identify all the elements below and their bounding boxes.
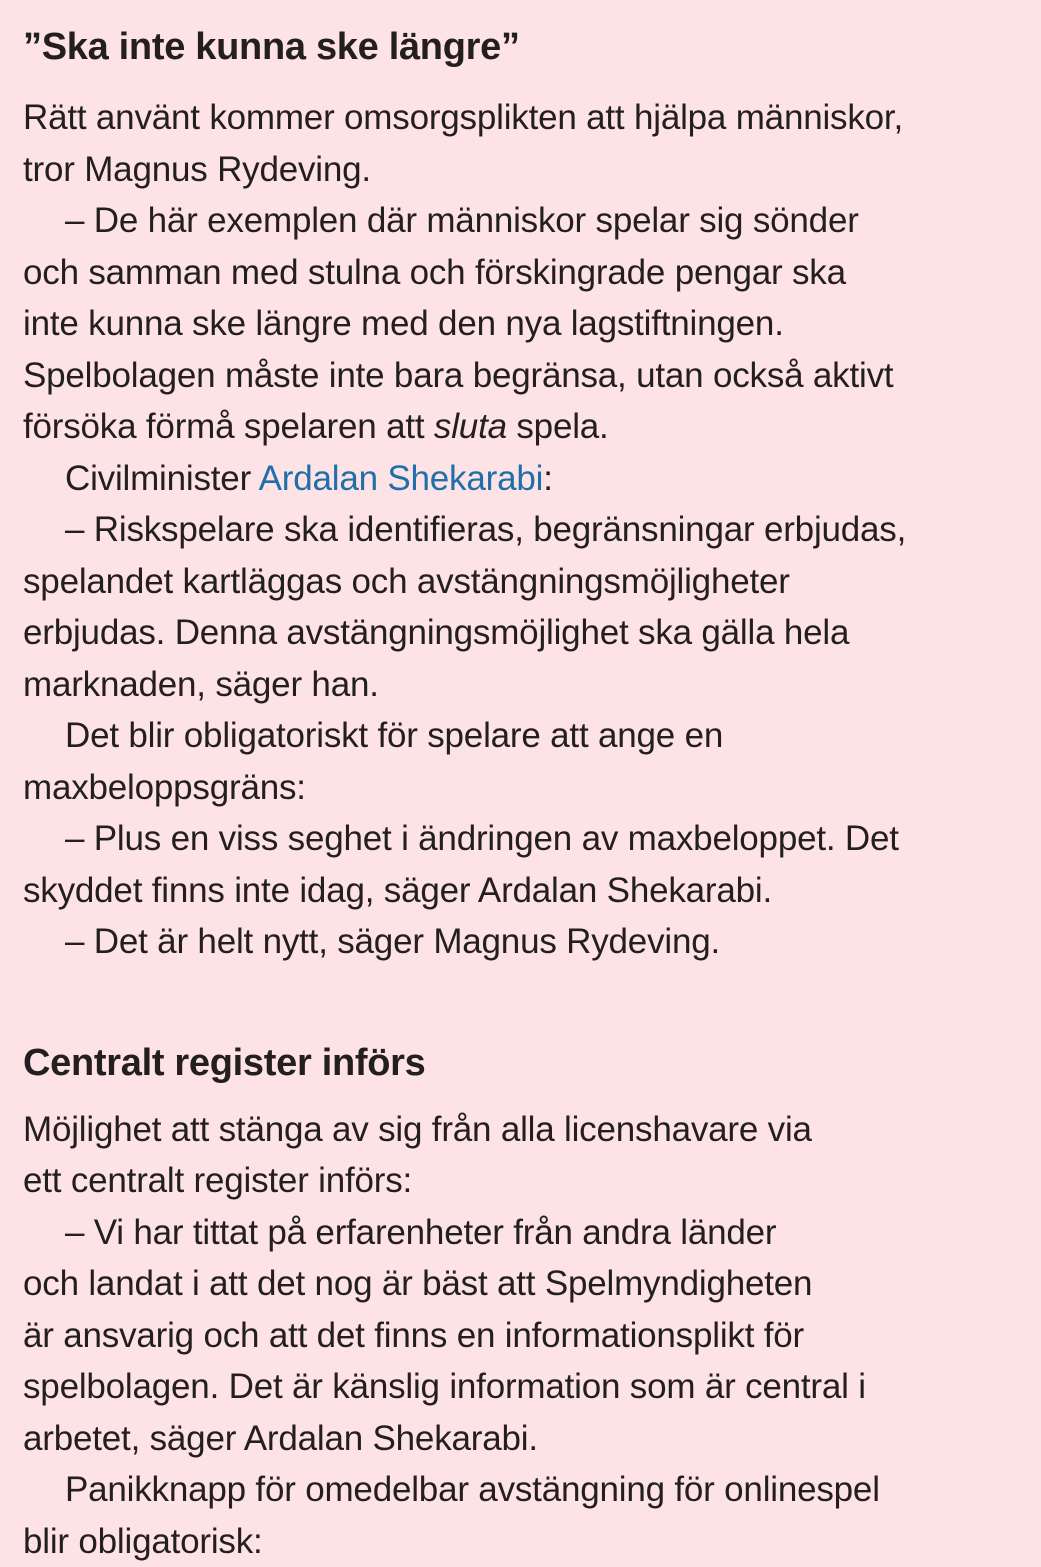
text-segment: :	[543, 459, 553, 498]
paragraph-line: Panikknapp för omedelbar avstängning för onlinespel	[23, 1464, 1023, 1516]
quote-line: – De här exemplen där människor spelar sig sönder	[23, 195, 1023, 247]
text-segment: spela.	[507, 407, 609, 446]
quote-line: – Riskspelare ska identifieras, begränsningar erbjudas,	[23, 504, 1023, 556]
quote-line: – Vi har tittat på erfarenheter från andra länder	[23, 1207, 1023, 1259]
paragraph-line: Det blir obligatoriskt för spelare att ange en	[23, 710, 1023, 762]
section-heading-ska-inte-kunna: ”Ska inte kunna ske längre”	[23, 22, 1023, 72]
paragraph-line: blir obligatorisk:	[23, 1516, 1023, 1567]
paragraph-line: Möjlighet att stänga av sig från alla licenshavare via	[23, 1104, 1023, 1156]
paragraph-line: marknaden, säger han.	[23, 659, 1023, 711]
person-link-ardalan-shekarabi[interactable]: Ardalan Shekarabi	[259, 459, 544, 498]
section-heading-centralt-register: Centralt register införs	[23, 1038, 1023, 1088]
paragraph-line: maxbeloppsgräns:	[23, 762, 1023, 814]
paragraph-line: arbetet, säger Ardalan Shekarabi.	[23, 1413, 1023, 1465]
paragraph-line: och samman med stulna och förskingrade pengar ska	[23, 247, 1023, 299]
paragraph-line: spelbolagen. Det är känslig information som är central i	[23, 1361, 1023, 1413]
paragraph-line: inte kunna ske längre med den nya lagstiftningen.	[23, 298, 1023, 350]
paragraph-line: skyddet finns inte idag, säger Ardalan Shekarabi.	[23, 865, 1023, 917]
paragraph-line: tror Magnus Rydeving.	[23, 144, 1023, 196]
paragraph-line	[23, 401, 1023, 453]
emphasis-text: sluta	[434, 407, 507, 446]
paragraph-line	[23, 453, 1023, 505]
text-segment: försöka förmå spelaren att	[23, 407, 434, 446]
paragraph-line: erbjudas. Denna avstängningsmöjlighet ska gälla hela	[23, 607, 1023, 659]
text-segment: Civilminister	[65, 459, 259, 498]
paragraph-line: är ansvarig och att det finns en informationsplikt för	[23, 1310, 1023, 1362]
quote-line: – Plus en viss seghet i ändringen av maxbeloppet. Det	[23, 813, 1023, 865]
paragraph-line: Rätt använt kommer omsorgsplikten att hjälpa människor,	[23, 92, 1023, 144]
paragraph-line: spelandet kartläggas och avstängningsmöjligheter	[23, 556, 1023, 608]
paragraph-line: ett centralt register införs:	[23, 1155, 1023, 1207]
quote-line: – Det är helt nytt, säger Magnus Rydeving.	[23, 916, 1023, 968]
paragraph-line: Spelbolagen måste inte bara begränsa, utan också aktivt	[23, 350, 1023, 402]
paragraph-line: och landat i att det nog är bäst att Spelmyndigheten	[23, 1258, 1023, 1310]
